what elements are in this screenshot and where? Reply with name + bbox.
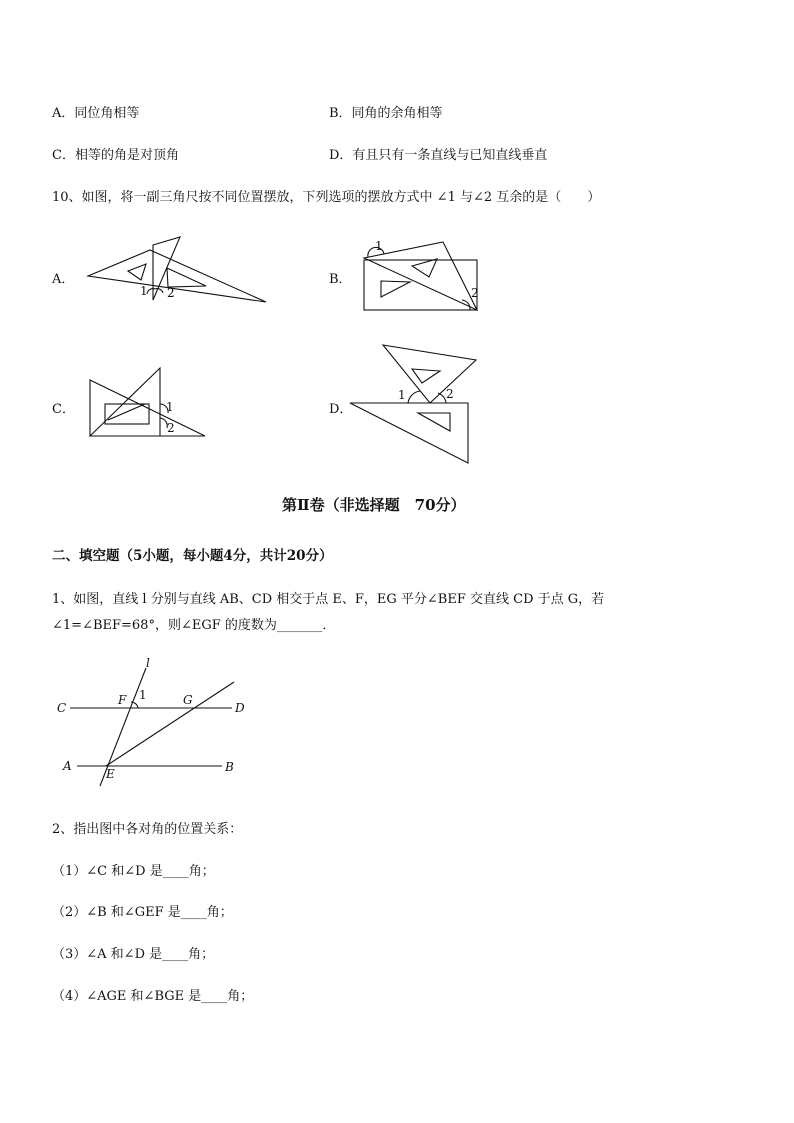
q10a-angle-2: 2 (167, 286, 175, 300)
fig-label-1: 1 (139, 688, 147, 702)
fig-label-f: F (118, 693, 127, 707)
fill2-item-1: （1）∠C 和∠D 是____角； (52, 864, 215, 879)
q10b-angle-2: 2 (471, 286, 479, 300)
fill1-line1: 1、如图，直线 l 分别与直线 AB、CD 相交于点 E、F，EG 平分∠BEF 交直线 CD 于点 G，若 (52, 592, 605, 607)
q10-label-c: C． (52, 402, 75, 417)
q10d-angle-1: 1 (398, 388, 406, 402)
part2-title: 第Ⅱ卷（非选择题 70分） (282, 496, 466, 514)
q10c-angle-1: 1 (166, 400, 174, 414)
q10d-angle-2: 2 (446, 387, 454, 401)
q10c-angle-2: 2 (167, 421, 175, 435)
fill2-item-2: （2）∠B 和∠GEF 是____角； (52, 905, 233, 920)
fig-label-b: B (225, 760, 234, 774)
q9-option-b: B．同角的余角相等 (329, 106, 443, 121)
fig-label-l: l (146, 656, 150, 670)
fill1-line2: ∠1=∠BEF=68°，则∠EGF 的度数为_______． (52, 618, 336, 633)
fig-label-d: D (235, 701, 245, 715)
fig-label-e: E (106, 767, 115, 781)
q10-stem: 10、如图，将一副三角尺按不同位置摆放，下列选项的摆放方式中 ∠1 与∠2 互余的是（ ） (52, 190, 601, 205)
q10a-angle-1: 1 (140, 284, 148, 298)
q9-option-a: A．同位角相等 (52, 106, 140, 121)
q10-label-d: D． (329, 402, 353, 417)
q10b-angle-1: 1 (375, 239, 383, 253)
q10-label-a: A． (52, 272, 75, 287)
q10-label-b: B． (329, 272, 352, 287)
fill2-stem: 2、指出图中各对角的位置关系： (52, 822, 243, 837)
fig-label-g: G (183, 693, 193, 707)
fill2-item-3: （3）∠A 和∠D 是____角； (52, 947, 215, 962)
fig-label-a: A (63, 759, 72, 773)
fill2-item-4: （4）∠AGE 和∠BGE 是____角； (52, 989, 254, 1004)
fig-label-c: C (57, 701, 67, 715)
section2-title: 二、填空题（5小题，每小题4分，共计20分） (52, 548, 333, 564)
q9-option-c: C．相等的角是对顶角 (52, 148, 179, 163)
q9-option-d: D．有且只有一条直线与已知直线垂直 (329, 148, 548, 163)
